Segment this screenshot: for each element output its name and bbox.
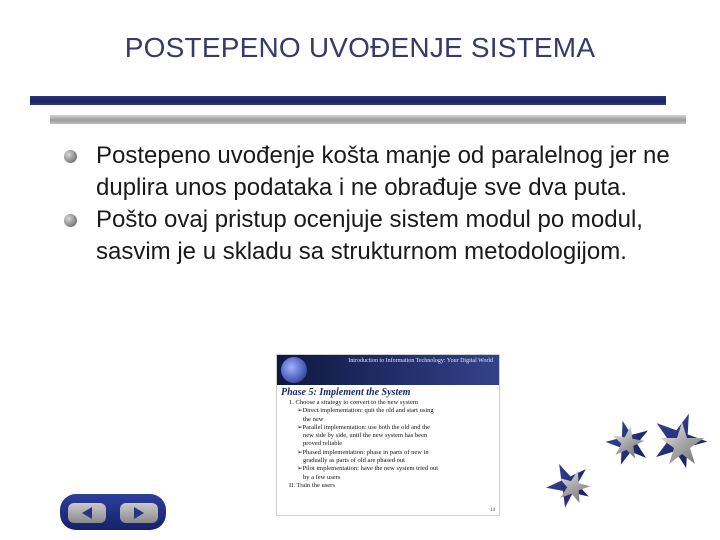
embedded-line: new side by side, until the new system has been [303,432,428,440]
embedded-page-number: 14 [490,508,495,513]
title-rule-gray [50,115,686,124]
bullet-item [62,204,682,268]
triangle-left-icon [80,506,94,520]
embedded-line: proved reliable [303,440,343,448]
title-rule-dark [30,96,666,105]
embedded-banner [277,355,499,385]
embedded-lines [277,399,499,490]
embedded-line: ➢Phased implementation: phase in parts of new in [297,448,429,456]
star-icon [601,415,654,467]
embedded-line: ➢Pilot implementation: have the new system tried out [297,465,439,473]
next-slide-button[interactable] [120,503,158,523]
embedded-line: ➢Parallel implementation: use both the old and the [297,423,431,431]
slide-title: POSTEPENO UVOĐENJE SISTEMA [124,32,596,63]
embedded-line: gradually as parts of old are phased out [303,457,405,465]
star-icon [646,410,715,472]
disc-icon [281,357,307,383]
embedded-line: ➢Direct implementation: quit the old and start using [297,407,434,415]
embedded-line: 1. Choose a strategy to convert to the new system [289,399,418,406]
embedded-heading: Phase 5: Implement the System [281,387,411,398]
bullet-dot-icon [64,214,77,227]
slide-navigation [60,494,166,530]
embedded-line: the new [303,415,324,423]
bullet-dot-icon [64,150,77,163]
bullet-text: Pošto ovaj pristup ocenjuje sistem modul po modul, sasvim je u skladu sa strukturnom metodologijom. [96,206,643,265]
triangle-right-icon [132,506,146,520]
embedded-line: II. Train the users [289,481,335,489]
embedded-slide-image [276,354,500,516]
previous-slide-button[interactable] [68,503,106,523]
bullet-item [62,140,682,204]
embedded-banner-text: Introduction to Information Technology: Your Digital World [348,358,493,364]
embedded-line: by a few users [303,473,341,481]
star-icon [540,455,597,512]
decorative-stars [540,410,720,520]
bullet-text: Postepeno uvođenje košta manje od paralelnog jer ne duplira unos podataka i ne obrađuje sve dva puta. [96,142,670,201]
bullet-list [62,140,682,268]
